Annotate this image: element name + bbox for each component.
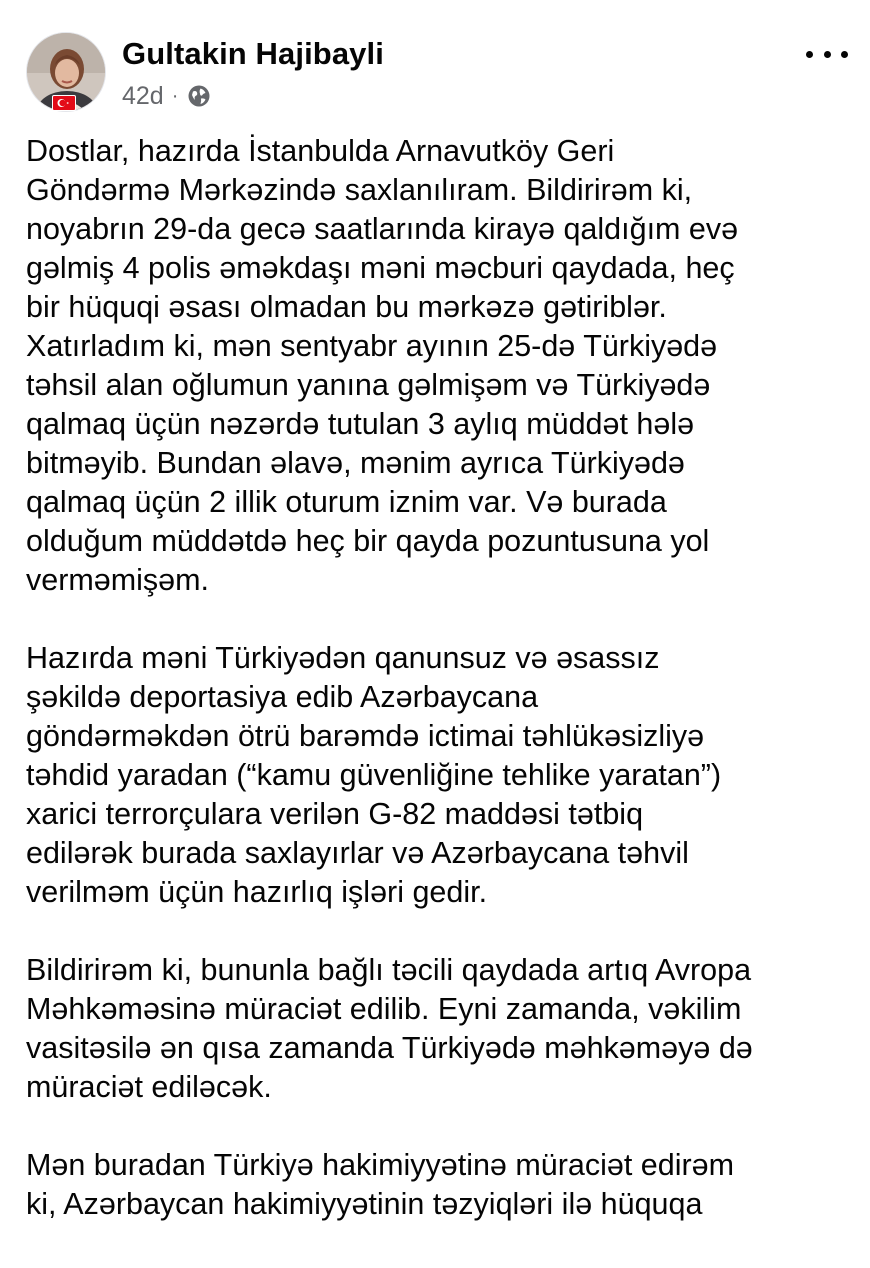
post-paragraph	[26, 639, 856, 912]
post-time[interactable]: 42d	[122, 81, 164, 110]
post-text-line: təhsil alan oğlumun yanına gəlmişəm və Türkiyədə	[26, 368, 711, 402]
post-text-line: Bildirirəm ki, bununla bağlı təcili qaydada artıq Avropa	[26, 953, 752, 987]
post-text-line: Xatırladım ki, mən sentyabr ayının 25-də Türkiyədə	[26, 329, 718, 363]
post-text-line: qalmaq üçün nəzərdə tutulan 3 aylıq müddət hələ	[26, 407, 695, 441]
author-name[interactable]: Gultakin Hajibayli	[122, 36, 384, 71]
post-text-line: bitməyib. Bundan əlavə, mənim ayrıca Türkiyədə	[26, 446, 685, 480]
more-options-button[interactable]	[806, 42, 848, 66]
post-text-line: Göndərmə Mərkəzində saxlanılıram. Bildirirəm ki,	[26, 173, 693, 207]
post-text-line: verilməm üçün hazırlıq işləri gedir.	[26, 875, 488, 909]
meta-separator: ·	[171, 84, 179, 107]
globe-icon[interactable]	[187, 84, 211, 108]
post-text-line: müraciət ediləcək.	[26, 1070, 272, 1104]
post-text-line: təhdid yaradan (“kamu güvenliğine tehlike yaratan”)	[26, 758, 722, 792]
post-text-line: Hazırda məni Türkiyədən qanunsuz və əsassız	[26, 641, 660, 675]
post-text-line: Məhkəməsinə müraciət edilib. Eyni zamanda, vəkilim	[26, 992, 742, 1026]
post-text	[26, 132, 856, 1263]
post-text-line: bir hüquqi əsası olmadan bu mərkəzə gətiriblər.	[26, 290, 667, 324]
post-text-line: Dostlar, hazırda İstanbulda Arnavutköy Geri	[26, 134, 615, 168]
post-paragraph	[26, 132, 856, 600]
post-text-line: gəlmiş 4 polis əməkdaşı məni məcburi qaydada, heç	[26, 251, 735, 285]
post-text-line: xarici terrorçulara verilən G-82 maddəsi tətbiq	[26, 797, 644, 831]
post-text-line: verməmişəm.	[26, 563, 210, 597]
post-paragraph	[26, 1146, 856, 1224]
post-text-line: vasitəsilə ən qısa zamanda Türkiyədə məhkəməyə də	[26, 1031, 753, 1065]
more-horizontal-icon	[824, 51, 831, 58]
more-horizontal-icon	[841, 51, 848, 58]
post-text-line: noyabrın 29-da gecə saatlarında kirayə qaldığım evə	[26, 212, 739, 246]
post-text-line: qalmaq üçün 2 illik oturum iznim var. Və burada	[26, 485, 667, 519]
post-header	[0, 0, 870, 120]
post-paragraph	[26, 951, 856, 1107]
post-text-line: ki, Azərbaycan hakimiyyətinin təzyiqləri ilə hüquqa	[26, 1187, 703, 1221]
turkey-flag-icon	[52, 95, 76, 111]
post-text-line: göndərməkdən ötrü barəmdə ictimai təhlükəsizliyə	[26, 719, 705, 753]
more-horizontal-icon	[806, 51, 813, 58]
post-text-line: olduğum müddətdə heç bir qayda pozuntusuna yol	[26, 524, 710, 558]
post-meta	[122, 80, 211, 112]
post-text-line: Mən buradan Türkiyə hakimiyyətinə müraciət edirəm	[26, 1148, 735, 1182]
post-text-line: şəkildə deportasiya edib Azərbaycana	[26, 680, 539, 714]
post-text-line: edilərək burada saxlayırlar və Azərbaycana təhvil	[26, 836, 689, 870]
